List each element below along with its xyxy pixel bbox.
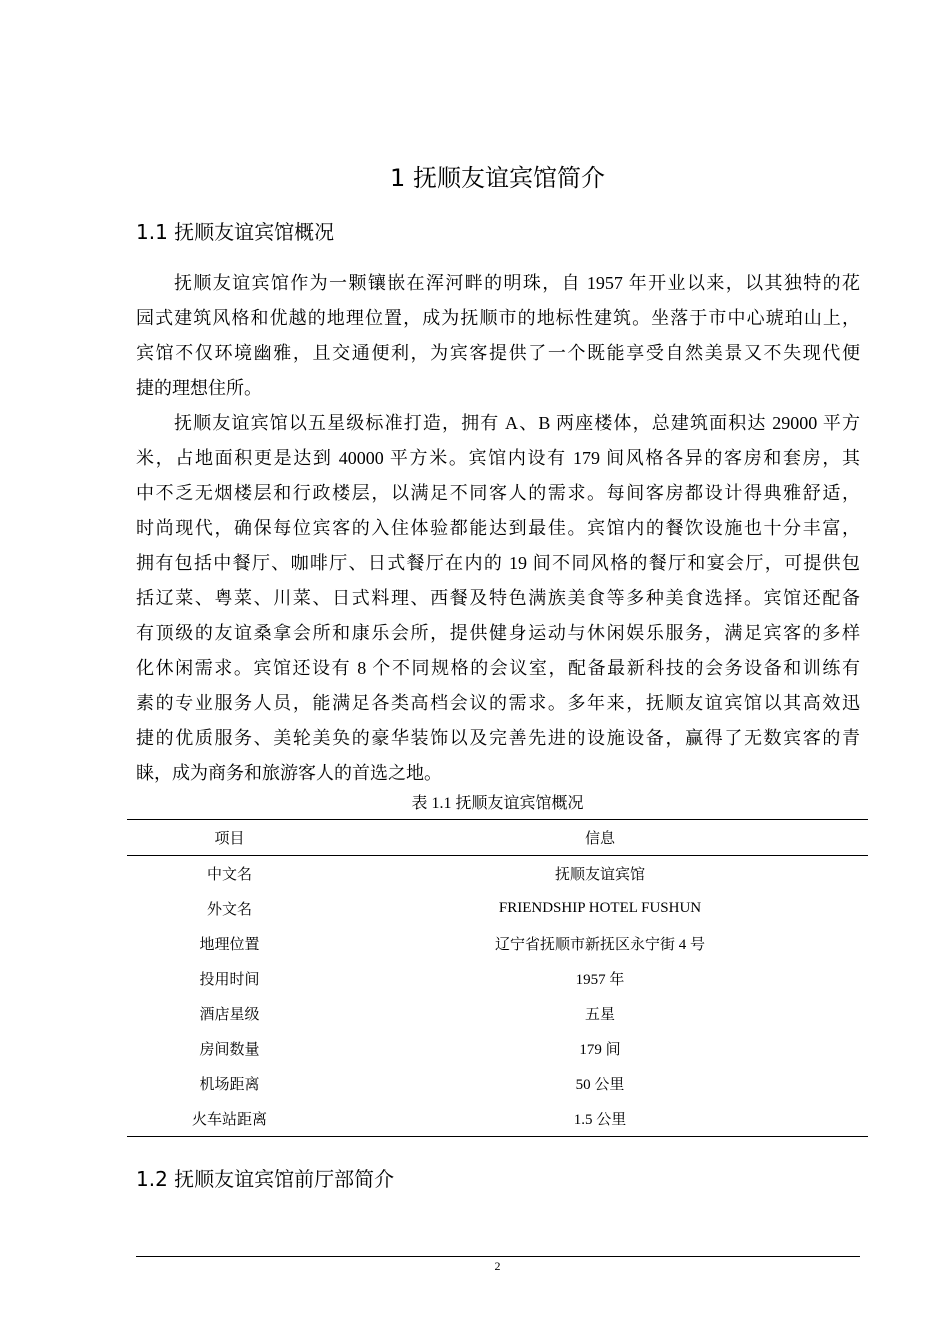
info-cell: 50 公里 [575,1077,625,1093]
paragraph-line: 中不乏无烟楼层和行政楼层，以满足不同客人的需求。每间客房都设计得典雅舒适， [136,483,860,503]
table-row [127,856,868,892]
item-cell: 火车站距离 [127,1101,332,1137]
page-number: 2 [494,1259,501,1273]
chapter-title: 1 抚顺友谊宾馆简介 [390,164,605,192]
info-cell: 179 间 [579,1042,621,1058]
paragraph-line: 宾馆不仅环境幽雅，且交通便利，为宾客提供了一个既能享受自然美景又不失现代便 [136,343,860,363]
paragraph-line: 园式建筑风格和优越的地理位置，成为抚顺市的地标性建筑。坐落于市中心琥珀山上， [136,308,860,328]
item-cell: 地理位置 [199,937,260,953]
item-cell: 外文名 [206,902,252,918]
table-caption: 表 1.1 抚顺友谊宾馆概况 [411,795,584,812]
paragraph-line: 素的专业服务人员，能满足各类高档会议的需求。多年来，抚顺友谊宾馆以其高效迅 [136,693,860,713]
info-cell: FRIENDSHIP HOTEL FUSHUN [498,900,702,916]
paragraph-2 [136,406,860,791]
footer-divider [136,1256,860,1257]
info-cell: 五星 [584,1007,615,1023]
info-cell: 1957 年 [575,972,625,988]
item-cell: 房间数量 [199,1042,260,1058]
item-cell: 投用时间 [199,972,260,988]
paragraph-line: 米，占地面积更是达到 40000 平方米。宾馆内设有 179 间风格各异的客房和套房，其 [136,448,860,468]
paragraph-line: 抚顺友谊宾馆作为一颗镶嵌在浑河畔的明珠，自 1957 年开业以来，以其独特的花 [174,273,860,293]
info-cell: 抚顺友谊宾馆 [554,867,645,883]
table-row [127,996,868,1031]
paragraph-line: 捷的理想住所。 [136,378,262,398]
hotel-info-table [127,819,868,1137]
section-heading-1-1: 1.1 抚顺友谊宾馆概况 [136,220,335,244]
section-heading-1-2: 1.2 抚顺友谊宾馆前厅部简介 [136,1167,395,1191]
paragraph-line: 括辽菜、粤菜、川菜、日式料理、西餐及特色满族美食等多种美食选择。宾馆还配备 [136,588,860,608]
paragraph-1 [136,266,860,406]
table-header-row [127,820,868,856]
paragraph-line: 化休闲需求。宾馆还设有 8 个不同规格的会议室，配备最新科技的会务设备和训练有 [136,658,860,678]
item-cell: 中文名 [206,867,252,883]
paragraph-line: 抚顺友谊宾馆以五星级标准打造，拥有 A、B 两座楼体，总建筑面积达 29000 平方 [174,413,860,433]
table-row [127,961,868,996]
paragraph-line: 拥有包括中餐厅、咖啡厅、日式餐厅在内的 19 间不同风格的餐厅和宴会厅，可提供包 [136,553,860,573]
info-cell: 辽宁省抚顺市新抚区永宁街 4 号 [494,937,705,953]
paragraph-line: 有顶级的友谊桑拿会所和康乐会所，提供健身运动与休闲娱乐服务，满足宾客的多样 [136,623,860,643]
item-cell: 酒店星级 [199,1007,260,1023]
table-row [127,1031,868,1066]
column-header-info: 信息 [332,820,868,856]
paragraph-line: 睐，成为商务和旅游客人的首选之地。 [136,763,442,783]
info-cell: 1.5 公里 [332,1101,868,1137]
column-header-item: 项目 [127,820,332,856]
table-row [127,1066,868,1101]
table-row [127,891,868,926]
table-row [127,1101,868,1137]
item-cell: 机场距离 [199,1077,260,1093]
table-row [127,926,868,961]
paragraph-line: 捷的优质服务、美轮美奂的豪华装饰以及完善先进的设施设备，赢得了无数宾客的青 [136,728,860,748]
paragraph-line: 时尚现代，确保每位宾客的入住体验都能达到最佳。宾馆内的餐饮设施也十分丰富， [136,518,860,538]
